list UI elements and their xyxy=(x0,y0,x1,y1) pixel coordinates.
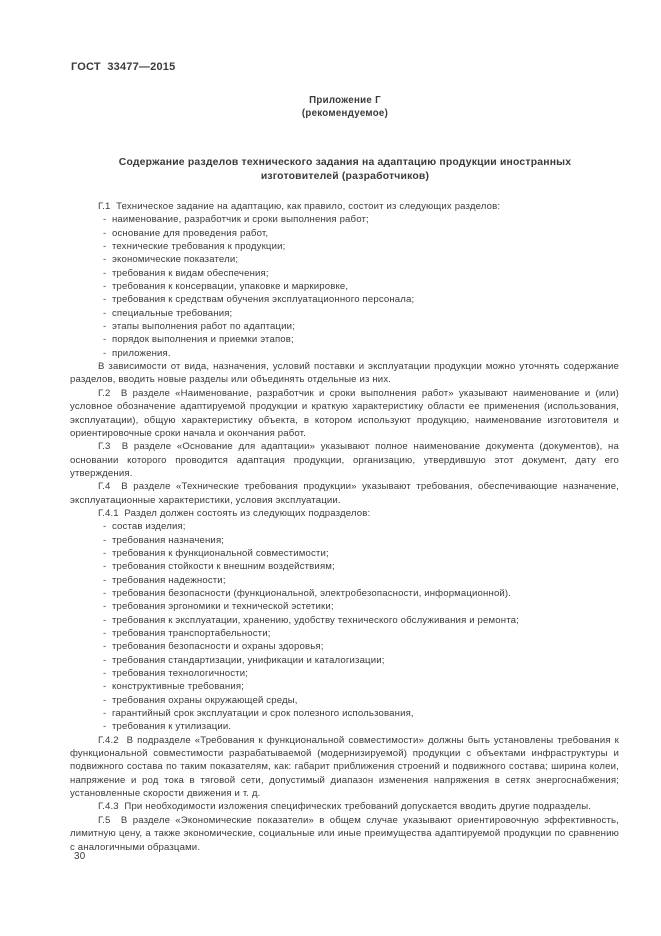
list-item: - технические требования к продукции; xyxy=(103,241,286,253)
list-item: - требования к видам обеспечения; xyxy=(103,267,269,279)
paragraph: В зависимости от вида, назначения, условий поставки и эксплуатации продукции можно уточнять содержание разделов, вводить новые разделы или объединять отдельные из них. xyxy=(70,361,622,386)
standard-code: ГОСТ 33477—2015 xyxy=(71,61,176,73)
list-item: - требования технологичности; xyxy=(103,668,249,680)
list-item: - состав изделия; xyxy=(103,521,186,533)
list-item: - этапы выполнения работ по адаптации; xyxy=(103,321,296,333)
list-item: - требования к средствам обучения эксплуатационного персонала; xyxy=(103,294,415,306)
document-body xyxy=(70,200,622,854)
list-item: - требования стойкости к внешним воздействиям; xyxy=(103,561,335,573)
list-item: - основание для проведения работ, xyxy=(103,227,269,239)
list-item: - порядок выполнения и приемки этапов; xyxy=(103,334,294,346)
paragraph: Г.2 В разделе «Наименование, разработчик и сроки выполнения работ» указывают наименование и (или) условное обозначение адаптируемой продукции и краткую характеристику области ее применения (использования, эксплуатации), общую характеристику объекта, в котором используют продукцию, наименование изготовителя и ориентировочные сроки начала и окончания работ. xyxy=(70,387,622,439)
appendix-heading xyxy=(70,94,620,121)
list-item: - требования охраны окружающей среды, xyxy=(103,694,298,706)
list-item: - требования эргономики и технической эстетики; xyxy=(103,601,334,613)
list-item: - конструктивные требования; xyxy=(103,681,245,693)
paragraph: Г.4 В разделе «Технические требования продукции» указывают требования, обеспечивающие назначение, эксплуатационные характеристики, условия эксплуатации. xyxy=(70,481,622,506)
list-item: - требования назначения; xyxy=(103,534,225,546)
list-item: - требования безопасности (функциональной, электробезопасности, информационной). xyxy=(103,587,512,599)
paragraph: Г.4.1 Раздел должен состоять из следующих подразделов: xyxy=(98,507,371,519)
list-item: - требования транспортабельности; xyxy=(103,628,271,639)
list-item: - требования к эксплуатации, хранению, удобству технического обслуживания и ремонта; xyxy=(103,614,519,626)
list-item: - наименование, разработчик и сроки выполнения работ; xyxy=(103,214,369,226)
paragraph: Г.4.2 В подразделе «Требования к функциональной совместимости» должны быть установлены требования к функциональной совместимости разрабатываемой (модернизируемой) продукции с объектами инфраструктуры и подвижного состава по таким показателям, как: габарит приближения строений и подвижного состава; ширина колеи, напряжение и род тока в тяговой сети, допустимый диапазон изменения напряжения в сетях энергоснабжения; установленные скорости движения и т. д. xyxy=(70,734,622,800)
page-title: Содержание разделов технического задания на адаптацию продукции иностранных изготовителей (разработчиков) xyxy=(118,157,572,182)
paragraph: Г.3 В разделе «Основание для адаптации» указывают полное наименование документа (документов), на основании которого проводится адаптация продукции, организацию, утвердившую этот документ, дату его утверждения. xyxy=(70,441,622,479)
paragraph: Г.4.3 При необходимости изложения специфических требований допускается вводить другие подразделы. xyxy=(98,801,592,813)
list-item: - гарантийный срок эксплуатации и срок полезного использования, xyxy=(103,708,414,720)
list-item: - требования безопасности и охраны здоровья; xyxy=(103,641,324,653)
appendix-note: (рекомендуемое) xyxy=(301,108,389,120)
list-item: - требования к утилизации. xyxy=(103,721,232,733)
paragraph: Г.5 В разделе «Экономические показатели» в общем случае указывают ориентировочную эффективность, лимитную цену, а также экономические, социальные или иные преимущества адаптируемой продукции по сравнению с аналогичными образцами. xyxy=(70,814,622,853)
list-item: - экономические показатели; xyxy=(103,254,239,266)
list-item: - специальные требования; xyxy=(103,307,233,319)
paragraph: Г.1 Техническое задание на адаптацию, как правило, состоит из следующих разделов: xyxy=(98,201,501,212)
appendix-label: Приложение Г xyxy=(309,95,381,106)
page-number: 30 xyxy=(74,851,86,862)
list-item: - требования к функциональной совместимости; xyxy=(103,547,329,559)
list-item: - приложения. xyxy=(103,347,171,359)
list-item: - требования надежности; xyxy=(103,574,226,586)
list-item: - требования стандартизации, унификации и каталогизации; xyxy=(103,654,385,666)
list-item: - требования к консервации, упаковке и маркировке, xyxy=(103,281,349,293)
